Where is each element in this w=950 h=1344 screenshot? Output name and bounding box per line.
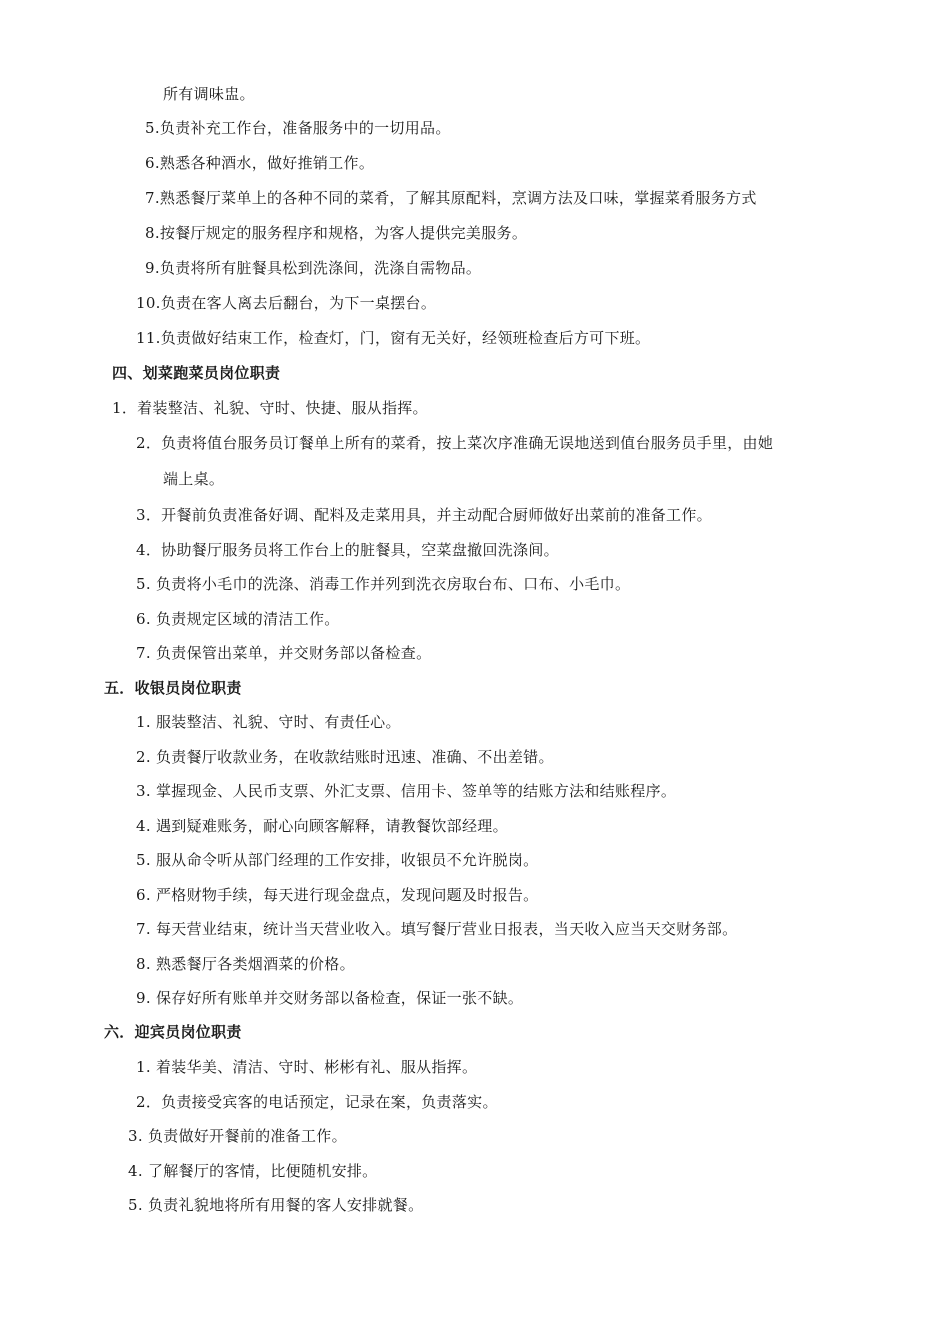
list-item-continuation: 端上桌。 (163, 470, 225, 488)
list-item: 11.负责做好结束工作，检查灯，门，窗有无关好，经领班检查后方可下班。 (136, 329, 651, 347)
list-item: 6. 负责规定区域的清洁工作。 (136, 610, 340, 628)
list-item: 7. 负责保管出菜单，并交财务部以备检查。 (136, 644, 432, 662)
list-item: 4. 了解餐厅的客情，比便随机安排。 (128, 1162, 378, 1180)
list-item: 9. 保存好所有账单并交财务部以备检查，保证一张不缺。 (136, 989, 524, 1007)
list-item: 2．负责接受宾客的电话预定，记录在案，负责落实。 (136, 1093, 498, 1111)
list-item: 8.按餐厅规定的服务程序和规格，为客人提供完美服务。 (145, 224, 528, 242)
list-item: 4．协助餐厅服务员将工作台上的脏餐具，空菜盘撤回洗涤间。 (136, 541, 559, 559)
list-item: 5. 服从命令听从部门经理的工作安排，收银员不允许脱岗。 (136, 851, 539, 869)
list-item: 1. 服装整洁、礼貌、守时、有责任心。 (136, 713, 401, 731)
list-item: 2. 负责餐厅收款业务，在收款结账时迅速、准确、不出差错。 (136, 748, 554, 766)
list-item: 6. 严格财物手续，每天进行现金盘点，发现问题及时报告。 (136, 886, 539, 904)
list-item: 2．负责将值台服务员订餐单上所有的菜肴，按上菜次序准确无误地送到值台服务员手里，由她 (136, 434, 774, 452)
section-heading-cashier: 五．收银员岗位职责 (104, 679, 242, 697)
list-item: 1．着装整洁、礼貌、守时、快捷、服从指挥。 (112, 399, 428, 417)
list-item: 7. 每天营业结束，统计当天营业收入。填写餐厅营业日报表，当天收入应当天交财务部。 (136, 920, 738, 938)
list-item: 10.负责在客人离去后翻台，为下一桌摆台。 (136, 294, 437, 312)
list-item: 3. 负责做好开餐前的准备工作。 (128, 1127, 347, 1145)
list-item: 5.负责补充工作台，准备服务中的一切用品。 (145, 119, 451, 137)
list-item: 8. 熟悉餐厅各类烟酒菜的价格。 (136, 955, 355, 973)
list-item: 9.负责将所有脏餐具松到洗涤间，洗涤自需物品。 (145, 259, 482, 277)
list-item: 1. 着装华美、清洁、守时、彬彬有礼、服从指挥。 (136, 1058, 478, 1076)
list-item: 7.熟悉餐厅菜单上的各种不同的菜肴，了解其原配料，烹调方法及口味，掌握菜肴服务方式 (145, 189, 757, 207)
list-item: 5. 负责礼貌地将所有用餐的客人安排就餐。 (128, 1196, 424, 1214)
list-item: 6.熟悉各种酒水，做好推销工作。 (145, 154, 375, 172)
list-item: 5. 负责将小毛巾的洗涤、消毒工作并列到洗衣房取台布、口布、小毛巾。 (136, 575, 631, 593)
list-item: 3．开餐前负责准备好调、配料及走菜用具，并主动配合厨师做好出菜前的准备工作。 (136, 506, 712, 524)
section-heading-greeter: 六．迎宾员岗位职责 (104, 1023, 242, 1041)
list-item: 4. 遇到疑难账务，耐心向顾客解释，请教餐饮部经理。 (136, 817, 508, 835)
continuation-line: 所有调味盅。 (163, 85, 255, 103)
list-item: 3. 掌握现金、人民币支票、外汇支票、信用卡、签单等的结账方法和结账程序。 (136, 782, 677, 800)
section-heading-runner: 四、划菜跑菜员岗位职责 (112, 364, 281, 382)
